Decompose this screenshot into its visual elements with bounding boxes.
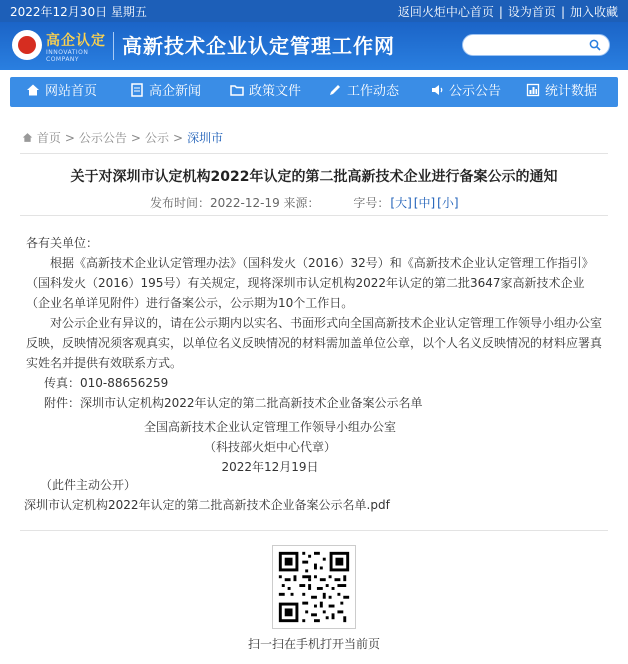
top-bar [0,0,628,22]
divider [20,530,608,531]
breadcrumb-home[interactable]: 首页 [36,131,61,145]
home-icon [26,83,40,97]
logo-text: 高企认定 [46,33,106,49]
link-set-homepage[interactable]: 设为首页 [507,5,556,19]
article-meta [150,194,460,211]
qr-caption: 扫一扫在手机打开当前页 [247,637,380,651]
separator: | [560,5,565,19]
paragraph: 根据《高新技术企业认定管理办法》（国科发火（2016）32号）和《高新技术企业认定管理工作指引》（国科发火（2016）195号）有关规定，现将深圳市认定机构2022年认定的第二批3647家高新技术企业（企业名单详见附件）进行备案公示，公示期为10个工作日。 [26,256,594,310]
separator: > [173,131,184,145]
speaker-icon [430,83,444,97]
search-input[interactable] [471,37,585,55]
logo-emblem-icon [12,30,42,60]
paragraph: 对公示企业有异议的，请在公示期内以实名、书面形式向全国高新技术企业认定管理工作领导小组办公室反映，反映情况须客观真实，以单位名义反映情况的材料需加盖单位公章，以个人名义反映情况的材料应署真实姓名并提供有效联系方式。 [26,316,603,370]
folder-icon [230,83,244,97]
separator: | [498,5,503,19]
nav-item-news[interactable] [130,77,201,107]
sign-date: 2022年12月19日 [221,460,319,474]
link-return-torch[interactable]: 返回火炬中心首页 [397,5,494,19]
home-icon [22,132,33,143]
font-size-label: 字号： [353,196,390,210]
separator: > [130,131,141,145]
nav-item-stats[interactable] [526,77,597,107]
pen-icon [328,83,342,97]
qr-code [272,545,356,629]
main-nav [10,77,618,107]
search-box [462,34,610,56]
search-icon[interactable] [589,39,601,51]
nav-item-home[interactable] [26,77,97,107]
sign-agent: （科技部火炬中心代章） [203,440,336,454]
site-logo[interactable] [12,28,108,62]
main-content [10,115,618,664]
breadcrumb-announcement[interactable]: 公示公告 [78,131,127,145]
nav-item-label: 统计数据 [545,84,598,99]
fax-line: 传真：010-88656259 [44,376,169,390]
nav-item-work[interactable] [328,77,399,107]
font-size-large[interactable]: [大] [390,196,412,210]
nav-item-label: 网站首页 [45,84,98,99]
breadcrumb-current[interactable]: 深圳市 [187,131,224,145]
current-date: 2022年12月30日 星期五 [10,5,147,19]
nav-item-label: 工作动态 [347,84,400,99]
logo-subtext: INNOVATION COMPANY [46,49,89,63]
link-add-favorite[interactable]: 加入收藏 [569,5,618,19]
breadcrumb-public[interactable]: 公示 [144,131,169,145]
site-header [0,22,628,70]
font-size-selector [353,196,459,210]
nav-item-label: 政策文件 [249,84,302,99]
site-title: 高新技术企业认定管理工作网 [122,34,395,58]
divider [20,153,608,154]
sign-org: 全国高新技术企业认定管理工作领导小组办公室 [143,420,396,434]
divider [20,215,608,216]
attachment-file-link[interactable]: 深圳市认定机构2022年认定的第二批高新技术企业备案公示名单.pdf [24,498,390,512]
document-icon [130,83,144,97]
greeting: 各有关单位： [26,236,99,250]
signature-block [10,417,530,477]
font-size-medium[interactable]: [中] [413,196,436,210]
nav-item-policy[interactable] [230,77,301,107]
article-title: 关于对深圳市认定机构2022年认定的第二批高新技术企业进行备案公示的通知 [70,169,558,185]
nav-item-notice[interactable] [430,77,501,107]
header-divider [113,32,114,60]
public-note: （此件主动公开） [40,478,137,492]
attachment-line: 附件：深圳市认定机构2022年认定的第二批高新技术企业备案公示名单 [44,396,423,410]
separator: > [64,131,75,145]
font-size-small[interactable]: [小] [437,196,459,210]
nav-item-label: 高企新闻 [149,84,202,99]
article-body [26,233,602,413]
chart-icon [526,83,540,97]
breadcrumb [22,129,223,146]
nav-item-label: 公示公告 [449,84,502,99]
top-links [398,3,618,20]
publish-info: 发布时间：2022-12-19 来源： [150,196,320,210]
public-note-block [24,475,390,515]
